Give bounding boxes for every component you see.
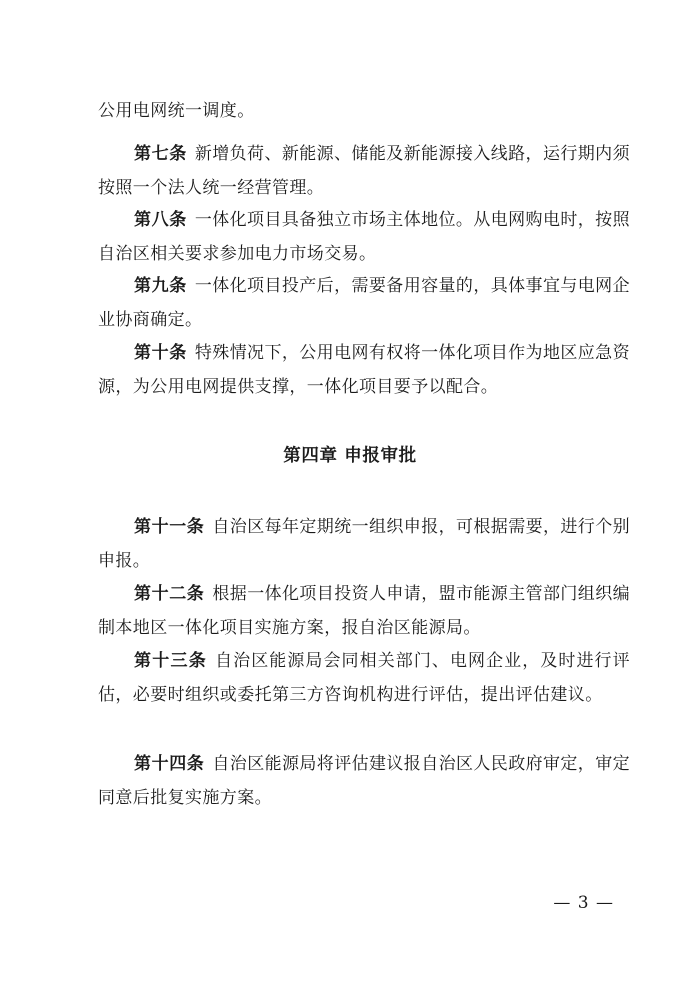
article-8-text: 一体化项目具备独立市场主体地位。从电网购电时，按照自治区相关要求参加电力市场交易。 xyxy=(98,210,630,264)
article-10-text: 特殊情况下，公用电网有权将一体化项目作为地区应急资源，为公用电网提供支撑，一体化项目要予以配合。 xyxy=(98,343,630,397)
article-14 xyxy=(98,747,630,815)
article-12-text: 根据一体化项目投资人申请，盟市能源主管部门组织编制本地区一体化项目实施方案，报自治区能源局。 xyxy=(98,584,631,638)
article-8 xyxy=(98,203,630,271)
article-14-text: 自治区能源局将评估建议报自治区人民政府审定，审定同意后批复实施方案。 xyxy=(98,754,631,808)
article-13-label: 第十三条 xyxy=(134,651,208,671)
article-14-label: 第十四条 xyxy=(134,754,205,774)
article-13 xyxy=(98,644,630,712)
article-8-label: 第八条 xyxy=(134,210,187,230)
article-9-label: 第九条 xyxy=(134,276,187,296)
page-number: — 3 — xyxy=(553,893,614,913)
article-12 xyxy=(98,577,630,645)
article-9-text: 一体化项目投产后，需要备用容量的，具体事宜与电网企业协商确定。 xyxy=(98,276,630,330)
article-7-text: 新增负荷、新能源、储能及新能源接入线路，运行期内须按照一个法人统一经营管理。 xyxy=(98,144,630,198)
article-11-text: 自治区每年定期统一组织申报，可根据需要，进行个别申报。 xyxy=(98,517,631,571)
article-11 xyxy=(98,510,630,578)
article-13-text: 自治区能源局会同相关部门、电网企业，及时进行评估，必要时组织或委托第三方咨询机构进行评估，提出评估建议。 xyxy=(98,651,630,705)
article-7-label: 第七条 xyxy=(134,144,187,164)
article-11-label: 第十一条 xyxy=(134,517,205,537)
continuation-text: 公用电网统一调度。 xyxy=(98,101,255,121)
article-9 xyxy=(98,269,630,337)
article-10 xyxy=(98,336,630,404)
article-10-label: 第十条 xyxy=(134,343,187,363)
chapter-title: 第四章 申报审批 xyxy=(283,446,417,466)
article-12-label: 第十二条 xyxy=(134,584,205,604)
article-7 xyxy=(98,137,630,205)
